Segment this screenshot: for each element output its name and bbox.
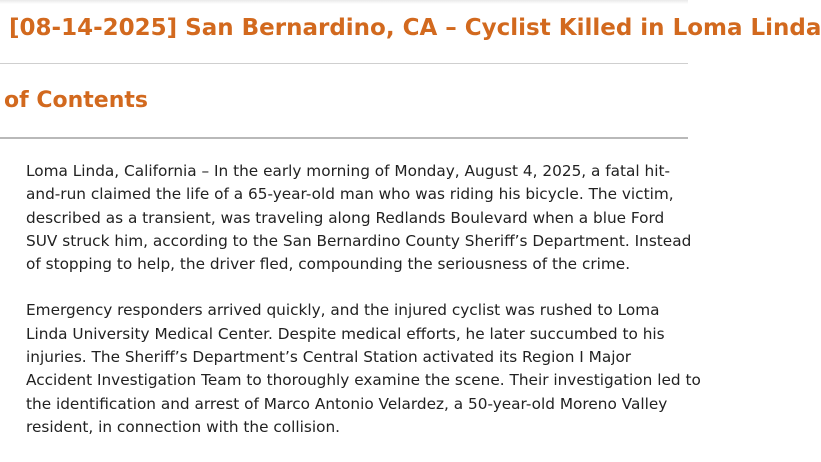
paragraph-line: resident, in connection with the collision.: [26, 417, 341, 436]
paragraph-line: Loma Linda, California – In the early morning of Monday, August 4, 2025, a fatal hit-: [26, 162, 670, 180]
paragraph-line: and-run claimed the life of a 65-year-old man who was riding his bicycle. The victim,: [26, 185, 674, 204]
paragraph-line: injuries. The Sheriff’s Department’s Central Station activated its Region I Major: [26, 348, 632, 367]
title-divider: [0, 63, 688, 64]
paragraph-line: of stopping to help, the driver fled, compounding the seriousness of the crime.: [26, 255, 631, 274]
paragraph-line: Accident Investigation Team to thoroughly examine the scene. Their investigation led to: [26, 371, 701, 390]
paragraph-line: Emergency responders arrived quickly, and the injured cyclist was rushed to Loma: [26, 301, 660, 320]
article-body: [26, 160, 701, 462]
paragraph-line: the identification and arrest of Marco Antonio Velardez, a 50-year-old Moreno Valley: [26, 394, 668, 413]
paragraph-line: SUV struck him, according to the San Bernardino County Sheriff’s Department. Instead: [26, 231, 692, 250]
table-of-contents-heading[interactable]: of Contents: [4, 88, 148, 113]
toc-divider: [0, 137, 688, 139]
paragraph-line: Linda University Medical Center. Despite medical efforts, he later succumbed to his: [26, 324, 665, 343]
article-paragraph-2: [26, 299, 701, 439]
post-title: [08-14-2025] San Bernardino, CA – Cyclist Killed in Loma Linda: [9, 15, 821, 41]
article-paragraph-1: [26, 160, 692, 276]
top-edge-shadow: [0, 0, 688, 4]
paragraph-line: described as a transient, was traveling along Redlands Boulevard when a blue Ford: [26, 208, 665, 227]
